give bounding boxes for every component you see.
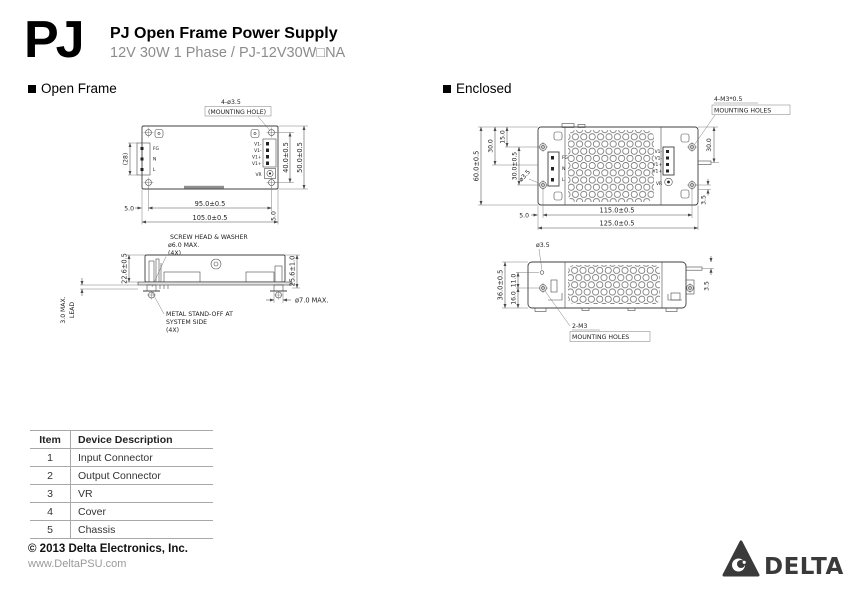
pj-series-logo: PJ	[24, 11, 82, 69]
dim-top-15: 15.0	[499, 130, 507, 144]
square-bullet-icon	[443, 85, 451, 93]
input-connector	[137, 143, 160, 175]
section-open-frame-label: Open Frame	[41, 81, 117, 96]
table-row	[30, 467, 213, 485]
dim-gap-left: 5.0	[124, 205, 134, 213]
item-number: 3	[30, 485, 71, 503]
vr-label: VR	[255, 173, 262, 178]
mounting-note	[695, 96, 790, 144]
dim-width-inner: 95.0±0.5	[194, 199, 226, 208]
pin-label-l: L	[562, 178, 565, 184]
dimensions	[123, 126, 309, 225]
delta-logo	[722, 538, 846, 584]
pin-label-n: N	[562, 167, 566, 173]
vent-holes	[568, 130, 654, 202]
pin-label-vpos: V1+	[652, 163, 662, 168]
dim-right-30: 30.0	[706, 138, 714, 152]
vent-holes	[568, 265, 660, 304]
dim-height-outer: 50.0±0.5	[295, 142, 304, 173]
dim-right: 3.5	[703, 281, 711, 291]
item-number: 1	[30, 449, 71, 467]
pin-label-fg: FG	[562, 156, 568, 162]
delta-triangle-icon	[724, 542, 758, 575]
item-description: Output Connector	[71, 467, 214, 485]
note-line1: METAL STAND-OFF AT	[166, 311, 233, 318]
enclosed-side-view-drawing	[478, 238, 738, 346]
item-description: VR	[71, 485, 214, 503]
delta-wordmark: DELTA	[764, 554, 844, 580]
table-row	[30, 485, 213, 503]
note-line2: (MOUNTING HOLE)	[208, 108, 267, 116]
table-header-row	[30, 431, 213, 449]
dim-width-outer: 125.0±0.5	[599, 219, 635, 228]
item-number: 4	[30, 503, 71, 521]
item-description: Input Connector	[71, 449, 214, 467]
dim-lead-max: 3.0 MAX.	[60, 296, 67, 324]
dim-top-30: 30.0	[487, 139, 495, 153]
output-connector	[252, 139, 276, 179]
item-description: Cover	[71, 503, 214, 521]
dim-height-inner: 40.0±0.5	[281, 142, 290, 173]
open-frame-top-view-drawing	[118, 96, 318, 236]
pin-label-n: N	[153, 157, 157, 163]
note-line1: 2-M3	[572, 323, 588, 330]
output-connector	[653, 147, 674, 187]
pin-label-vneg: V1-	[254, 142, 262, 148]
dim-hole-dia: ø3.5	[517, 168, 532, 184]
table-header-description: Device Description	[71, 431, 214, 449]
item-number: 5	[30, 521, 71, 539]
pin-label-fg: FG	[153, 147, 159, 153]
pin-label-vneg: V1-	[654, 150, 662, 155]
page-subtitle: 12V 30W 1 Phase / PJ-12V30W□NA	[110, 45, 346, 61]
item-number: 2	[30, 467, 71, 485]
dim-lead-label: LEAD	[69, 301, 76, 319]
dim-gap: 5.0	[519, 212, 529, 220]
dim-height-left: 22.6±0.5	[120, 253, 129, 284]
table-header-item: Item	[30, 431, 71, 449]
note-line1: 4-M3*0.5	[714, 96, 743, 103]
pin-label-vneg: V1-	[254, 149, 262, 154]
section-open-frame	[28, 81, 117, 96]
dim-width-inner: 115.0±0.5	[599, 206, 635, 215]
note-line2: MOUNTING HOLES	[714, 107, 772, 115]
dim-height-right: 25.6±1.0	[288, 255, 297, 287]
page-title: PJ Open Frame Power Supply	[110, 25, 338, 42]
dim-right-35: 3.5	[700, 195, 708, 205]
note-line1: 4-ø3.5	[221, 99, 241, 106]
pin-label-vpos: V1+	[652, 169, 662, 175]
dim-height: 36.0±0.5	[496, 269, 505, 301]
dim-washer: ø7.0 MAX.	[295, 296, 329, 305]
table-row	[30, 449, 213, 467]
input-connector	[548, 152, 569, 186]
note-line1: SCREW HEAD & WASHER	[170, 234, 248, 241]
pin-label-vpos: V1+	[252, 162, 262, 167]
website-link[interactable]: www.DeltaPSU.com	[28, 558, 127, 570]
chassis-profile	[138, 255, 292, 289]
dim-hole-spacing: 30.0±0.5	[511, 151, 519, 181]
case-outline	[538, 124, 714, 206]
standoffs	[143, 285, 287, 300]
hole-dia-label: ø3.5	[536, 242, 550, 249]
enclosed-top-view-drawing	[462, 90, 792, 242]
dim-height-outer: 60.0±0.5	[472, 150, 481, 182]
table-row	[30, 521, 213, 539]
standoff-note	[152, 292, 233, 334]
hole-note	[536, 242, 550, 270]
note-line2: ø6.0 MAX.	[168, 242, 200, 249]
section-enclosed-label: Enclosed	[456, 81, 512, 96]
table-row	[30, 503, 213, 521]
dim-width-outer: 105.0±0.5	[192, 213, 228, 222]
note-line2: SYSTEM SIDE	[166, 319, 208, 326]
device-description-table	[30, 430, 213, 539]
pin-label-vneg: V1-	[654, 156, 662, 162]
open-frame-side-view-drawing	[50, 230, 350, 342]
note-line3: (4X)	[168, 250, 182, 257]
copyright-text: © 2013 Delta Electronics, Inc.	[28, 543, 188, 555]
dim-connector-height: (28)	[122, 152, 130, 166]
dim-11: 11.0	[510, 273, 518, 288]
pin-label-l: L	[153, 168, 156, 174]
vr-label: VR	[655, 181, 662, 187]
pin-label-vpos: V1+	[252, 155, 262, 161]
dim-16: 16.0	[510, 291, 518, 305]
note-line3: (4X)	[166, 327, 180, 334]
item-description: Chassis	[71, 521, 214, 539]
square-bullet-icon	[28, 85, 36, 93]
dim-gap-right: 5.0	[270, 211, 278, 221]
note-line2: MOUNTING HOLES	[572, 334, 630, 342]
